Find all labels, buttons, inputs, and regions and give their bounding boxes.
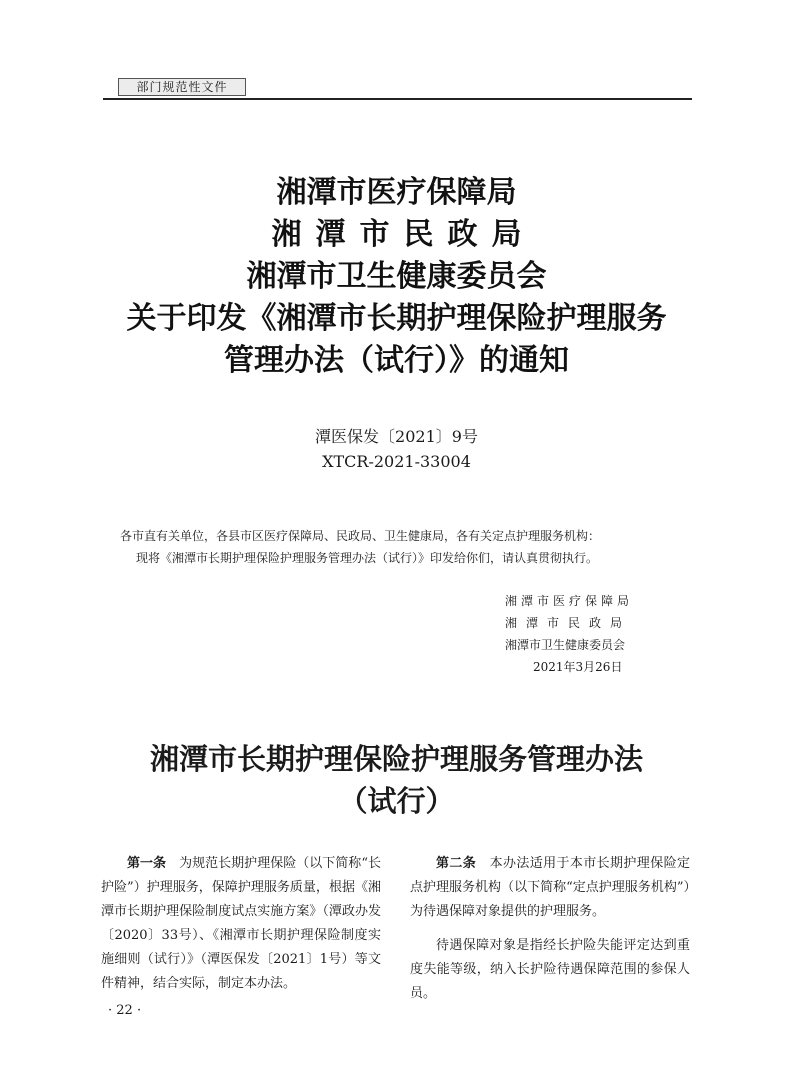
title-line-issuer-3: 湘潭市卫生健康委员会 — [246, 259, 547, 294]
signatory-2: 湘潭市民政局 — [505, 616, 632, 630]
section-tag: 部门规范性文件 — [118, 78, 246, 96]
regulation-title-main: 湘潭市长期护理保险护理服务管理办法 — [149, 742, 643, 776]
title-line-subject-2: 管理办法（试行）》的通知 — [224, 343, 569, 378]
article-1-text: 为规范长期护理保险（以下简称“长护险”）护理服务，保障护理服务质量，根据《湘潭市长期护理保险制度试点实施方案》（潭政办发〔2020〕33号）、《湘潭市长期护理保险制度实施细则（试行）》（潭医保发〔2021〕1号）等文件精神，结合实际，制定本办法。 — [101, 856, 381, 991]
signatory-1: 湘潭市医疗保障局 — [505, 594, 634, 608]
doc-number: 潭医保发〔2021〕9号 — [315, 427, 478, 446]
regulation-title-sub: （试行） — [338, 784, 455, 818]
signing-date: 2021年3月26日 — [533, 660, 623, 674]
article-1-label: 第一条 — [127, 856, 167, 871]
signatory-3: 湘潭市卫生健康委员会 — [505, 638, 626, 652]
header-rule — [103, 98, 692, 100]
page-number: · 22 · — [108, 1003, 142, 1018]
article-2-paragraph-2: 待遇保障对象是指经长护险失能评定达到重度失能等级，纳入长护险待遇保障范围的参保人员。 — [410, 938, 690, 1001]
title-line-subject-1: 关于印发《湘潭市长期护理保险护理服务 — [126, 301, 667, 336]
article-2-text: 本办法适用于本市长期护理保险定点护理服务机构（以下简称“定点护理服务机构”）为待遇保障对象提供的护理服务。 — [410, 856, 690, 919]
notice-body: 现将《湘潭市长期护理保险护理服务管理办法（试行）》印发给你们，请认真贯彻执行。 — [136, 551, 599, 565]
article-1 — [101, 852, 381, 996]
column-right — [410, 852, 690, 1006]
addressee: 各市直有关单位，各县市区医疗保障局、民政局、卫生健康局，各有关定点护理服务机构： — [120, 529, 601, 543]
title-line-issuer-2: 湘潭市民政局 — [271, 217, 536, 252]
column-left — [101, 852, 381, 996]
article-2-label: 第二条 — [436, 856, 477, 871]
notice-title — [90, 172, 703, 382]
article-2 — [410, 852, 690, 924]
document-numbers — [90, 424, 703, 474]
registration-number: XTCR-2021-33004 — [322, 452, 471, 471]
title-line-issuer-1: 湘潭市医疗保障局 — [276, 175, 517, 210]
signature-block — [505, 590, 633, 678]
regulation-title — [90, 738, 703, 822]
